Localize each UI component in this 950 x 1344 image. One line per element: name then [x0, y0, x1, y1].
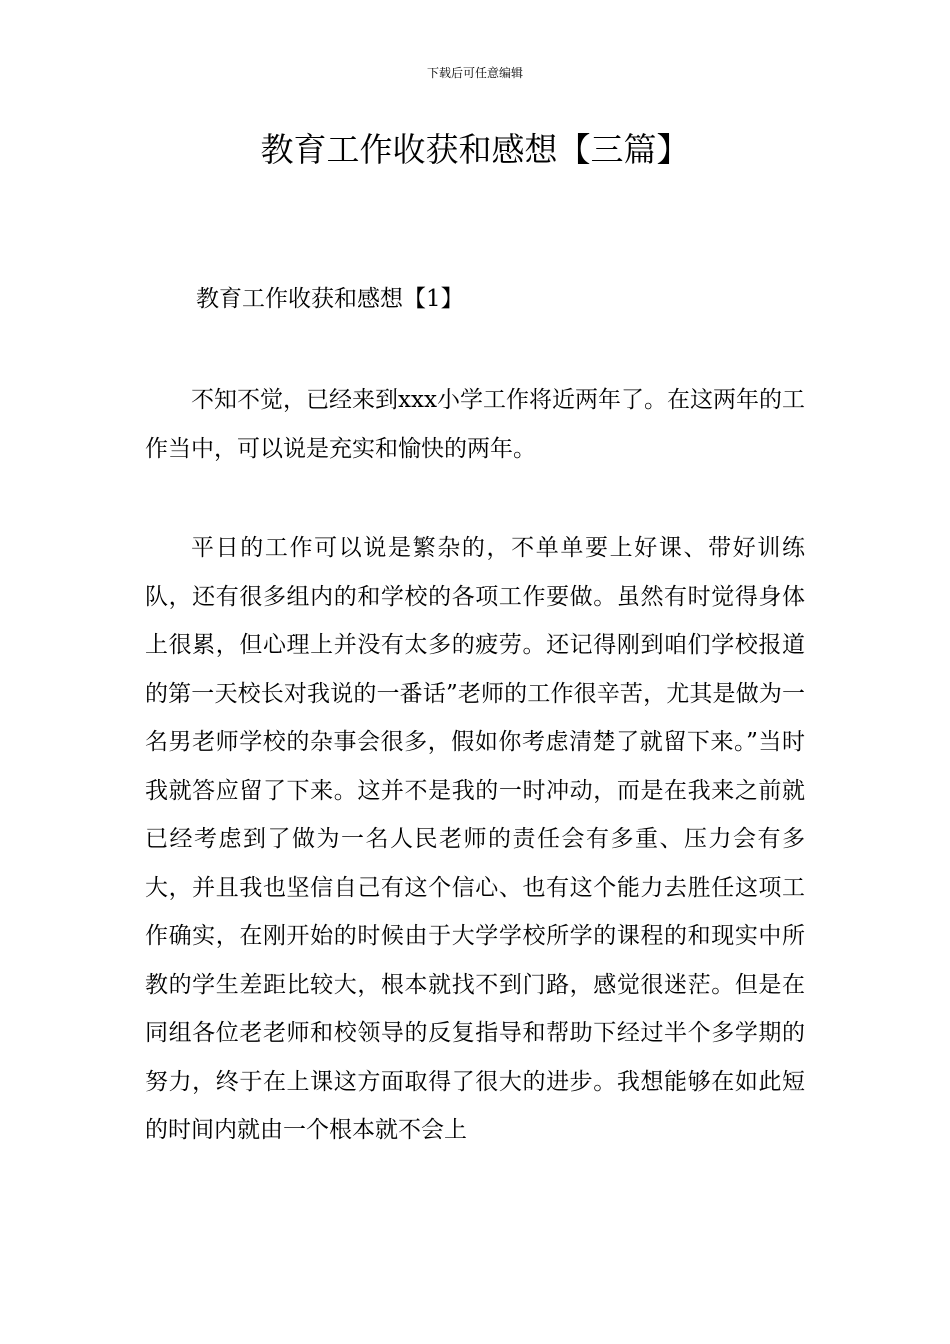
- section-heading: 教育工作收获和感想【1】: [196, 286, 464, 312]
- paragraph-1: 不知不觉，已经来到xxx小学工作将近两年了。在这两年的工作当中，可以说是充实和愉快的两年。: [145, 387, 805, 462]
- document-title: 教育工作收获和感想【三篇】: [260, 130, 690, 169]
- header-note: 下载后可任意编辑: [426, 66, 523, 80]
- paragraph-2: 平日的工作可以说是繁杂的，不单单要上好课、带好训练队，还有很多组内的和学校的各项工作要做。虽然有时觉得身体上很累，但心理上并没有太多的疲劳。还记得刚到咱们学校报道的第一天校长对我说的一番话”老师的工作很辛苦，尤其是做为一名男老师学校的杂事会很多，假如你考虑清楚了就留下来。”当时我就答应留了下来。这并不是我的一时冲动，而是在我来之前就已经考虑到了做为一名人民老师的责任会有多重、压力会有多大，并且我也坚信自己有这个信心、也有这个能力去胜任这项工作确实，在刚开始的时候由于大学学校所学的课程的和现实中所教的学生差距比较大，根本就找不到门路，感觉很迷茫。但是在同组各位老老师和校领导的反复指导和帮助下经过半个多学期的努力，终于在上课这方面取得了很大的进步。我想能够在如此短的时间内就由一个根本就不会上: [145, 535, 805, 1143]
